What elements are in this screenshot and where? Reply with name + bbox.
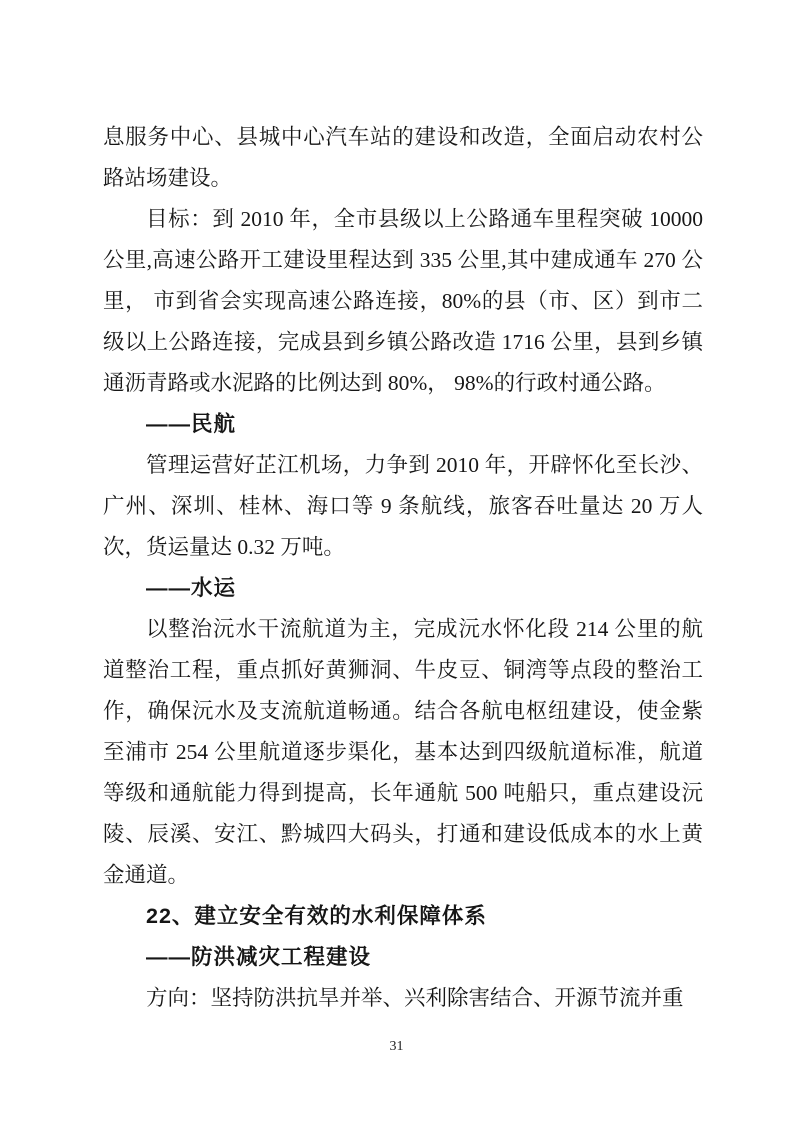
paragraph: 目标：到 2010 年，全市县级以上公路通车里程突破 10000 公里,高速公路开工建设里程达到 335 公里,其中建成通车 270 公里， 市到省会实现高速公路连接，80%的县（市、区）到市二级以上公路连接，完成县到乡镇公路改造 1716 公里，县到乡镇通沥青路或水泥路的比例达到 80%， 98%的行政村通公路。 [103, 207, 703, 395]
paragraph: 方向：坚持防洪抗旱并举、兴利除害结合、开源节流并重 [146, 986, 684, 1010]
paragraph: 管理运营好芷江机场，力争到 2010 年，开辟怀化至长沙、广州、深圳、桂林、海口等 9 条航线，旅客吞吐量达 20 万人次，货运量达 0.32 万吨。 [103, 453, 703, 559]
paragraph: 以整治沅水干流航道为主，完成沅水怀化段 214 公里的航道整治工程，重点抓好黄狮洞、牛皮豆、铜湾等点段的整治工作，确保沅水及支流航道畅通。结合各航电枢纽建设，使金紫至浦市 254 公里航道逐步渠化，基本达到四级航道标准，航道等级和通航能力得到提高，长年通航 500 吨船只，重点建设沅陵、辰溪、安江、黔城四大码头，打通和建设低成本的水上黄金通道。 [103, 617, 703, 887]
dash-heading: ——民航 [146, 412, 237, 436]
paragraph: 息服务中心、县城中心汽车站的建设和改造，全面启动农村公路站场建设。 [103, 125, 703, 190]
dash-heading: ——水运 [146, 576, 237, 600]
page-body [103, 117, 703, 1019]
section-heading: 22、建立安全有效的水利保障体系 [146, 904, 487, 928]
dash-heading: ——防洪减灾工程建设 [146, 945, 372, 969]
page-number: 31 [389, 1039, 404, 1054]
